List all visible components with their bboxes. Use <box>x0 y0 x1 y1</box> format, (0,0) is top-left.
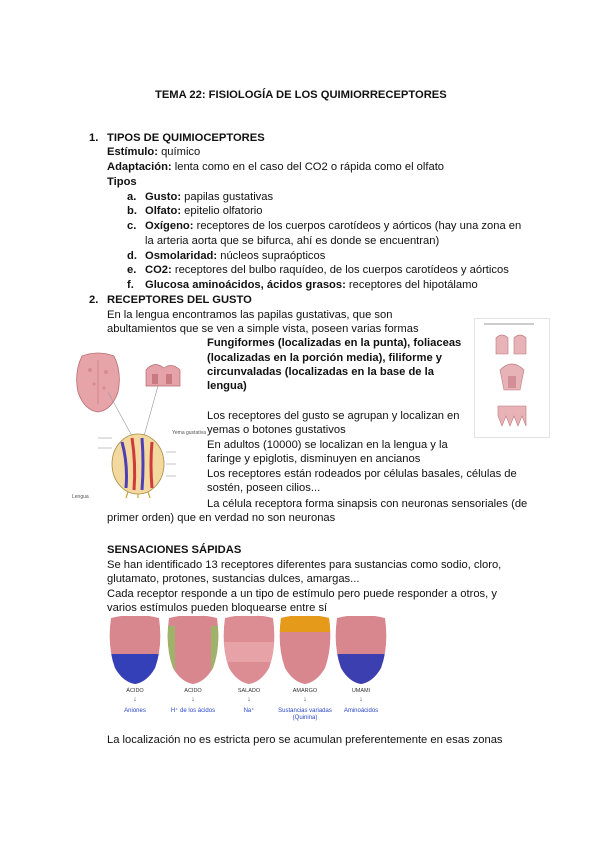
item-d-letter: d. <box>127 250 137 262</box>
adaptacion-line <box>107 160 444 174</box>
item-e-letter: e. <box>127 264 137 276</box>
taste-sub-1: H⁺ de los ácidos <box>170 708 216 714</box>
footer-line: La localización no es estricta pero se acumulan preferentemente en esas zonas <box>107 734 503 746</box>
taste-label-4: UMAMI <box>351 688 371 694</box>
item-c-letter: c. <box>127 220 137 232</box>
item-f <box>145 278 478 292</box>
sens-line-2: Cada receptor responde a un tipo de estímulo pero puede responder a otros, y <box>107 588 497 600</box>
item-d-text: núcleos supraópticos <box>217 250 326 262</box>
section1-number: 1. <box>89 132 99 144</box>
tongue-salado <box>221 616 281 686</box>
item-d-label: Osmolaridad: <box>145 250 218 262</box>
papillae-types-0: Fungiformes (localizadas en la punta), foliaceas <box>207 337 462 349</box>
tongue-umami <box>333 616 393 686</box>
tongue-acido-2 <box>165 616 225 686</box>
s2-line2-4: Los receptores están rodeados por células basales, células de <box>207 468 517 480</box>
item-a <box>145 190 273 204</box>
item-e-label: CO2: <box>145 264 172 276</box>
s2-line2-2: En adultos (10000) se localizan en la lengua y la <box>207 439 448 451</box>
s2-line3-1: primer orden) que en verdad no son neuronas <box>107 512 336 524</box>
taste-arrow-2: ↓ <box>247 696 251 703</box>
section2-heading: RECEPTORES DEL GUSTO <box>107 294 252 306</box>
taste-sub-4: Aminoácidos <box>343 708 379 714</box>
item-c <box>145 219 521 233</box>
adaptacion-label: Adaptación: <box>107 161 172 173</box>
sens-line-0: Se han identificado 13 receptores diferentes para sustancias como sodio, cloro, <box>107 559 502 571</box>
item-a-text: papilas gustativas <box>181 191 274 203</box>
papillae-types-1: (localizadas en la porción media), filiforme y <box>207 352 442 364</box>
taste-label-0: ÁCIDO <box>126 688 144 694</box>
taste-label-3: AMARGO <box>292 688 318 694</box>
item-c-text: receptores de los cuerpos carotídeos y aórticos (hay una zona en <box>193 220 522 232</box>
taste-arrow-4: ↓ <box>359 696 363 703</box>
adaptacion-text: lenta como en el caso del CO2 o rápida como el olfato <box>171 161 445 173</box>
item-e-text: receptores del bulbo raquídeo, de los cuerpos carotídeos y aórticos <box>171 264 509 276</box>
papilla-types-illustration <box>474 318 550 438</box>
item-c-text2: la arteria aorta que se bifurca, ahí es donde se encuentran) <box>145 235 440 247</box>
item-a-label: Gusto: <box>145 191 182 203</box>
taste-sub-0: Aniones <box>124 708 146 714</box>
item-f-letter: f. <box>127 279 134 291</box>
papillae-types-2: circunvaladas (localizadas en la base de la <box>207 366 434 378</box>
taste-tongues-illustration <box>103 616 393 686</box>
s2-line-0: En la lengua encontramos las papilas gustativas, que son <box>107 309 393 321</box>
item-e <box>145 263 509 277</box>
section2-number: 2. <box>89 294 99 306</box>
s2-line2-5: sostén, poseen cilios... <box>207 482 321 494</box>
papillae-types-3: lengua) <box>207 380 247 392</box>
papilla-types-figure <box>474 318 550 438</box>
taste-label-2: SALADO <box>237 688 261 694</box>
s2-line-1: abultamientos que se ven a simple vista, poseen varias formas <box>107 323 419 335</box>
tongue-papilla-figure <box>68 352 207 500</box>
taste-arrow-0: ↓ <box>133 696 137 703</box>
item-b-text: epitelio olfatorio <box>181 205 263 217</box>
item-b <box>145 204 263 218</box>
figure-caption-lingual: Lengua <box>72 494 89 500</box>
section1-heading: TIPOS DE QUIMIOCEPTORES <box>107 132 265 144</box>
item-f-text: receptores del hipotálamo <box>345 279 478 291</box>
tongue-papilla-illustration <box>68 352 207 498</box>
s2-line3-0: La célula receptora forma sinapsis con neuronas sensoriales (de <box>207 498 528 510</box>
s2-line2-1: yemas o botones gustativos <box>207 424 346 436</box>
tongue-acido-1 <box>107 616 167 686</box>
figure-caption-papilla: Yema gustativa <box>172 430 207 436</box>
item-a-letter: a. <box>127 191 137 203</box>
item-c-label: Oxígeno: <box>145 220 194 232</box>
s2-line2-0: Los receptores del gusto se agrupan y localizan en <box>207 410 460 422</box>
item-b-label: Olfato: <box>145 205 182 217</box>
taste-arrow-3: ↓ <box>303 696 307 703</box>
estimulo-text: químico <box>157 146 201 158</box>
estimulo-line <box>107 145 200 159</box>
sensaciones-heading: SENSACIONES SÁPIDAS <box>107 544 242 556</box>
sens-line-3: varios estímulos pueden bloquearse entre sí <box>107 602 328 614</box>
item-d <box>145 249 325 263</box>
tipos-label: Tipos <box>107 176 137 188</box>
tongue-amargo <box>277 616 337 686</box>
item-b-letter: b. <box>127 205 137 217</box>
item-f-label: Glucosa aminoácidos, ácidos grasos: <box>145 279 346 291</box>
estimulo-label: Estímulo: <box>107 146 158 158</box>
sens-line-1: glutamato, protones, sustancias dulces, amargas... <box>107 573 360 585</box>
taste-map-figure <box>103 616 393 728</box>
taste-sub-2: Na⁺ <box>243 708 255 714</box>
taste-sub-3: Sustancias variadas (Quinina) <box>278 708 332 721</box>
taste-label-1: ACIDO <box>184 688 202 694</box>
s2-line2-3: faringe y epiglotis, disminuyen en ancianos <box>207 453 421 465</box>
page-title: TEMA 22: FISIOLOGÍA DE LOS QUIMIORRECEPTORES <box>155 89 447 101</box>
taste-arrow-1: ↓ <box>191 696 195 703</box>
